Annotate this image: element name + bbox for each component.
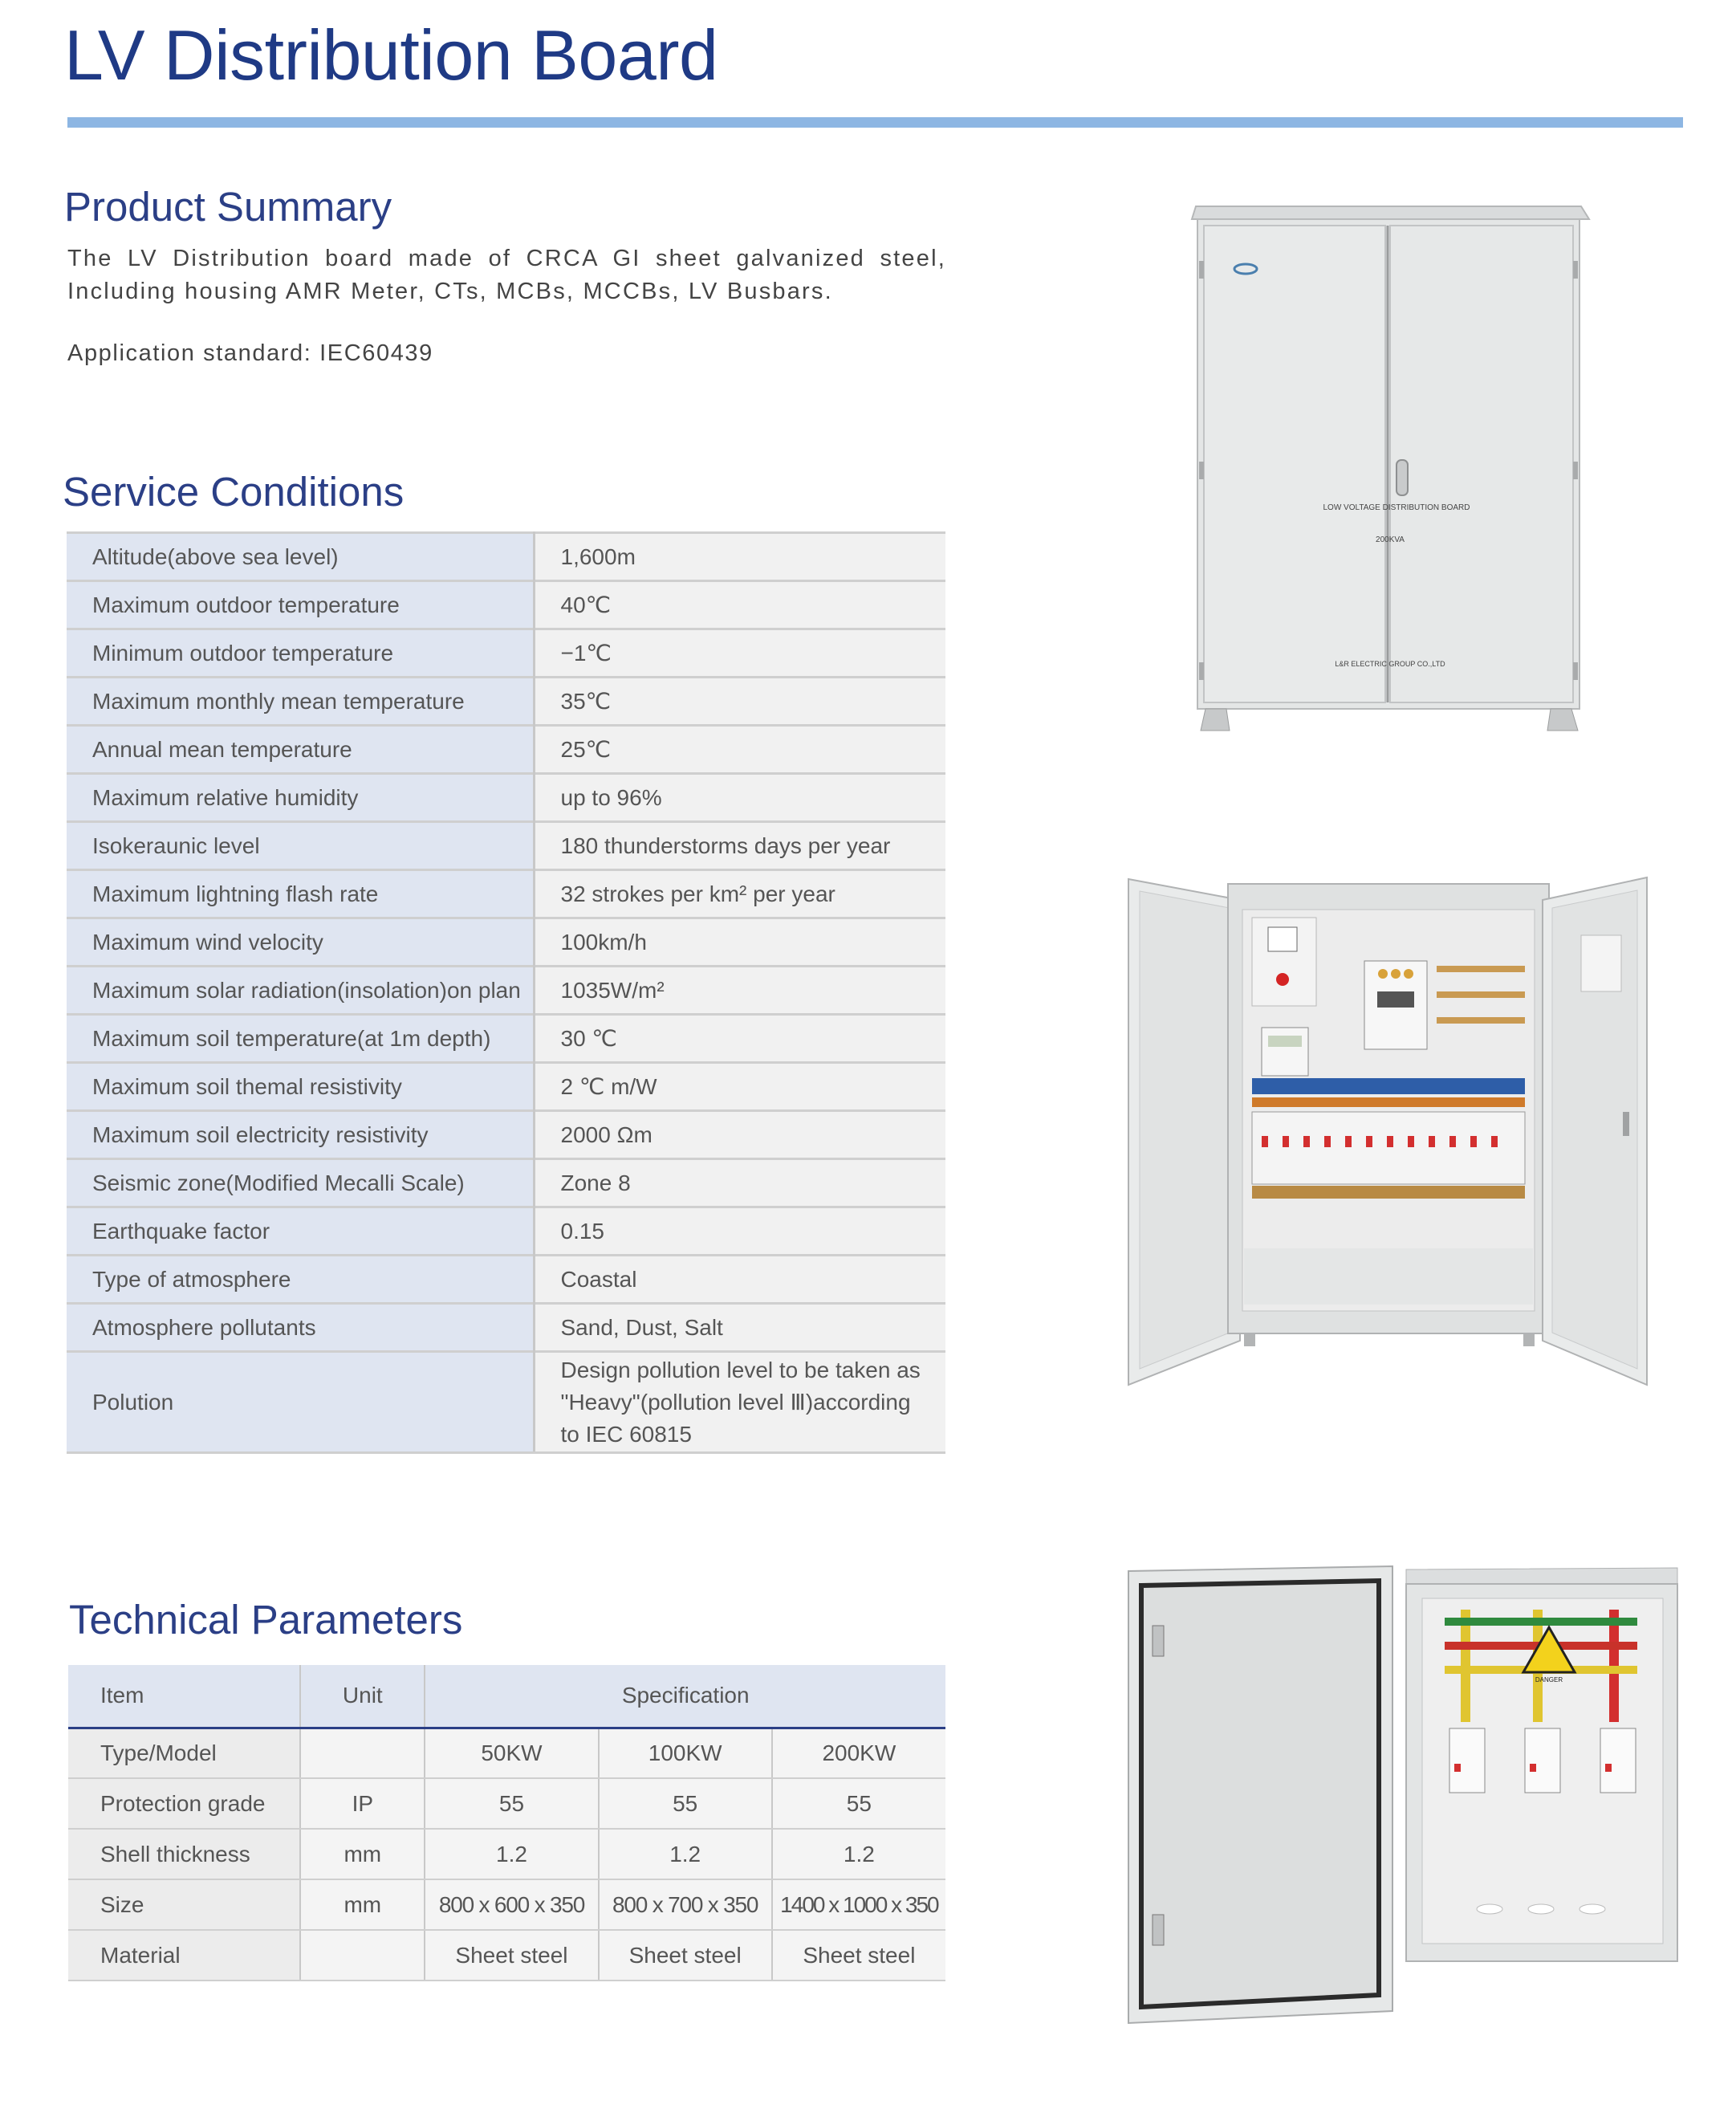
service-conditions-heading: Service Conditions: [63, 469, 405, 515]
closed-cabinet-image: [1188, 205, 1593, 735]
param-unit: [300, 1728, 425, 1778]
condition-value: 100km/h: [534, 918, 945, 967]
table-row: [68, 1778, 945, 1829]
condition-name: Maximum soil electricity resistivity: [67, 1111, 534, 1159]
condition-name: Type of atmosphere: [67, 1256, 534, 1304]
param-unit: mm: [300, 1829, 425, 1879]
product-summary-heading: Product Summary: [64, 184, 392, 230]
spec-value: 1.2: [425, 1829, 598, 1879]
param-item: Protection grade: [68, 1778, 300, 1829]
column-header-unit: Unit: [300, 1665, 425, 1728]
application-standard: Application standard: IEC60439: [67, 340, 433, 366]
condition-name: Maximum solar radiation(insolation)on plan: [67, 967, 534, 1015]
condition-name: Maximum wind velocity: [67, 918, 534, 967]
table-row: [67, 967, 945, 1015]
condition-value: 1,600m: [534, 533, 945, 581]
spec-value: Sheet steel: [599, 1930, 772, 1981]
table-row: [67, 822, 945, 870]
condition-name: Minimum outdoor temperature: [67, 629, 534, 678]
product-summary-text: [67, 242, 946, 308]
condition-name: Maximum soil temperature(at 1m depth): [67, 1015, 534, 1063]
table-row: [67, 1159, 945, 1207]
table-row: [67, 918, 945, 967]
condition-name: Seismic zone(Modified Mecalli Scale): [67, 1159, 534, 1207]
table-row: [67, 1063, 945, 1111]
spec-value: Sheet steel: [425, 1930, 598, 1981]
table-row: [67, 1304, 945, 1352]
cabinet-label-rating: 200KVA: [1376, 535, 1405, 544]
condition-value: 40℃: [534, 581, 945, 629]
spec-value: Sheet steel: [772, 1930, 945, 1981]
column-header-specification: Specification: [425, 1665, 945, 1728]
summary-line-2: Including housing AMR Meter, CTs, MCBs, MCCBs, LV Busbars.: [67, 279, 833, 304]
condition-value: 35℃: [534, 678, 945, 726]
condition-name: Maximum outdoor temperature: [67, 581, 534, 629]
condition-name: Earthquake factor: [67, 1207, 534, 1256]
table-row: [67, 870, 945, 918]
spec-value: 1.2: [599, 1829, 772, 1879]
column-header-item: Item: [68, 1665, 300, 1728]
technical-parameters-table: [68, 1665, 945, 1981]
condition-name: Maximum monthly mean temperature: [67, 678, 534, 726]
condition-value: 1035W/m²: [534, 967, 945, 1015]
table-row: [68, 1879, 945, 1930]
param-item: Type/Model: [68, 1728, 300, 1778]
condition-value: up to 96%: [534, 774, 945, 822]
spec-value: 800 x 600 x 350: [425, 1879, 598, 1930]
condition-value: Sand, Dust, Salt: [534, 1304, 945, 1352]
condition-value: 2 ℃ m/W: [534, 1063, 945, 1111]
param-unit: IP: [300, 1778, 425, 1829]
title-divider: [67, 117, 1683, 128]
condition-name: Maximum lightning flash rate: [67, 870, 534, 918]
condition-name: Atmosphere pollutants: [67, 1304, 534, 1352]
condition-name: Isokeraunic level: [67, 822, 534, 870]
table-row: [68, 1930, 945, 1981]
table-row: [67, 629, 945, 678]
spec-value: 50KW: [425, 1728, 598, 1778]
condition-value: −1℃: [534, 629, 945, 678]
danger-label: DANGER: [1535, 1676, 1563, 1683]
table-header-row: [68, 1665, 945, 1728]
technical-parameters-heading: Technical Parameters: [69, 1597, 463, 1643]
condition-name: Maximum soil themal resistivity: [67, 1063, 534, 1111]
spec-value: 200KW: [772, 1728, 945, 1778]
param-unit: [300, 1930, 425, 1981]
condition-value: Zone 8: [534, 1159, 945, 1207]
spec-value: 100KW: [599, 1728, 772, 1778]
table-row: [67, 1111, 945, 1159]
spec-value: 55: [425, 1778, 598, 1829]
condition-value: 30 ℃: [534, 1015, 945, 1063]
spec-value: 1400 x 1000 x 350: [772, 1879, 945, 1930]
spec-value: 55: [599, 1778, 772, 1829]
condition-name: Annual mean temperature: [67, 726, 534, 774]
open-cabinet-image: [1124, 871, 1653, 1389]
cabinet-label-title: LOW VOLTAGE DISTRIBUTION BOARD: [1323, 503, 1470, 512]
single-cabinet-image: [1124, 1561, 1685, 2027]
table-row: [67, 533, 945, 581]
table-row: [68, 1728, 945, 1778]
condition-name: Altitude(above sea level): [67, 533, 534, 581]
page-title: LV Distribution Board: [64, 15, 718, 95]
table-row: [67, 581, 945, 629]
param-item: Size: [68, 1879, 300, 1930]
spec-value: 800 x 700 x 350: [599, 1879, 772, 1930]
table-row: [68, 1829, 945, 1879]
table-row: [67, 1352, 945, 1453]
condition-value: 180 thunderstorms days per year: [534, 822, 945, 870]
param-item: Shell thickness: [68, 1829, 300, 1879]
cabinet-label-maker: L&R ELECTRIC GROUP CO.,LTD: [1335, 660, 1445, 668]
condition-name: Maximum relative humidity: [67, 774, 534, 822]
param-unit: mm: [300, 1879, 425, 1930]
table-row: [67, 774, 945, 822]
table-row: [67, 1015, 945, 1063]
condition-value: 0.15: [534, 1207, 945, 1256]
table-row: [67, 1207, 945, 1256]
table-row: [67, 726, 945, 774]
condition-value: 2000 Ωm: [534, 1111, 945, 1159]
condition-value: Design pollution level to be taken as "Heavy"(pollution level Ⅲ)according to IEC 60815: [534, 1352, 945, 1453]
spec-value: 1.2: [772, 1829, 945, 1879]
table-row: [67, 1256, 945, 1304]
spec-value: 55: [772, 1778, 945, 1829]
condition-name: Polution: [67, 1352, 534, 1453]
summary-line-1: The LV Distribution board made of CRCA GI sheet galvanized steel,: [67, 246, 946, 271]
param-item: Material: [68, 1930, 300, 1981]
condition-value: 25℃: [534, 726, 945, 774]
condition-value: Coastal: [534, 1256, 945, 1304]
condition-value: 32 strokes per km² per year: [534, 870, 945, 918]
service-conditions-table: [67, 531, 945, 1454]
table-row: [67, 678, 945, 726]
